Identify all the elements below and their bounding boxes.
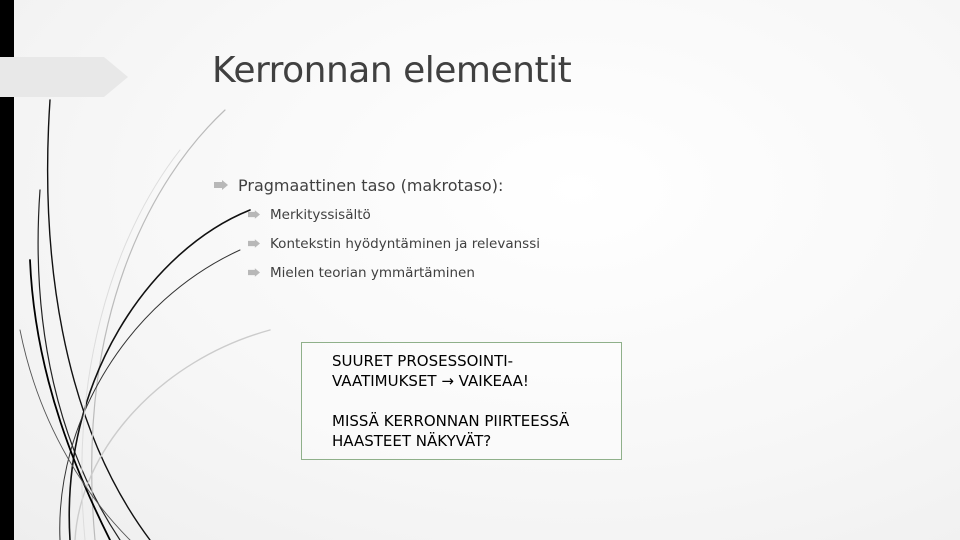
bullet-list	[214, 170, 540, 287]
callout-box	[301, 342, 622, 460]
sub-bullet-item	[214, 200, 540, 229]
arrow-bullet-icon	[248, 210, 260, 219]
sub-bullet-item	[214, 258, 540, 287]
callout-paragraph-2: MISSÄ KERRONNAN PIIRTEESSÄ HAASTEET NÄKYVÄT?	[332, 412, 570, 450]
sub-bullet-text: Merkityssisältö	[270, 206, 371, 223]
arrow-bullet-icon	[214, 180, 228, 190]
sub-bullet-text: Kontekstin hyödyntäminen ja relevanssi	[270, 235, 540, 252]
callout-paragraph-1: SUURET PROSESSOINTI- VAATIMUKSET → VAIKEAA!	[332, 352, 529, 390]
sub-bullet-item	[214, 229, 540, 258]
bullet-item	[214, 170, 540, 200]
sub-bullet-text: Mielen teorian ymmärtäminen	[270, 264, 475, 281]
bullet-text: Pragmaattinen taso (makrotaso):	[238, 175, 504, 195]
slide-title: Kerronnan elementit	[212, 50, 572, 91]
arrow-bullet-icon	[248, 239, 260, 248]
arrow-bullet-icon	[248, 268, 260, 277]
